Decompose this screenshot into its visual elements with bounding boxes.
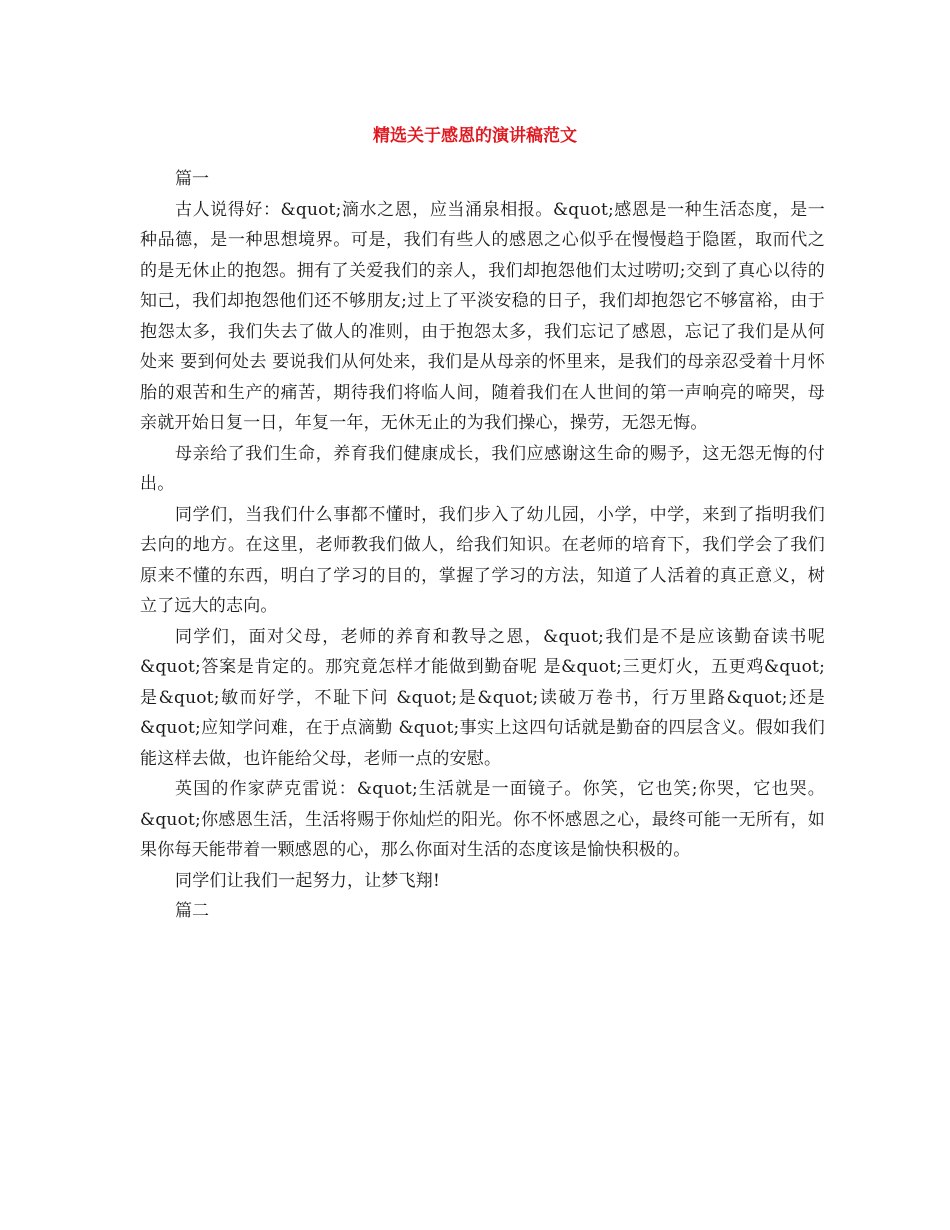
paragraph-1: 古人说得好：&quot;滴水之恩，应当涌泉相报。&quot;感恩是一种生活态度，是一种品德，是一种思想境界。可是，我们有些人的感恩之心似乎在慢慢趋于隐匿，取而代之的是无休止的抱怨。拥有了关爱我们的亲人，我们却抱怨他们太过唠叨;交到了真心以待的知己，我们却抱怨他们还不够朋友;过上了平淡安稳的日子，我们却抱怨它不够富裕，由于抱怨太多，我们失去了做人的准则，由于抱怨太多，我们忘记了感恩，忘记了我们是从何处来 要到何处去 要说我们从何处来，我们是从母亲的怀里来，是我们的母亲忍受着十月怀胎的艰苦和生产的痛苦，期待我们将临人间，随着我们在人世间的第一声响亮的啼哭，母亲就开始日复一日，年复一年，无休无止的为我们操心，操劳，无怨无悔。	[140, 199, 825, 433]
paragraph-2: 母亲给了我们生命，养育我们健康成长，我们应感谢这生命的赐予，这无怨无悔的付出。	[140, 443, 825, 494]
paragraph-6: 同学们让我们一起努力，让梦飞翔!	[175, 870, 441, 891]
paragraph-4: 同学们，面对父母，老师的养育和教导之恩，&quot;我们是不是应该勤奋读书呢 &quot;答案是肯定的。那究竟怎样才能做到勤奋呢 是&quot;三更灯火，五更鸡&quot;是&quot;敏而好学，不耻下问 &quot;是&quot;读破万卷书，行万里路&quot;还是&quot;应知学问难，在于点滴勤 &quot;事实上这四句话就是勤奋的四层含义。假如我们能这样去做，也许能给父母，老师一点的安慰。	[140, 626, 825, 769]
paragraph-5: 英国的作家萨克雷说：&quot;生活就是一面镜子。你笑，它也笑;你哭，它也哭。&quot;你感恩生活，生活将赐于你灿烂的阳光。你不怀感恩之心，最终可能一无所有，如果你每天能带着一颗感恩的心，那么你面对生活的态度该是愉快积极的。	[140, 779, 825, 860]
document-title: 精选关于感恩的演讲稿范文	[373, 126, 577, 146]
paragraph-3: 同学们，当我们什么事都不懂时，我们步入了幼儿园，小学，中学，来到了指明我们去向的地方。在这里，老师教我们做人，给我们知识。在老师的培育下，我们学会了我们原来不懂的东西，明白了学习的目的，掌握了学习的方法，知道了人活着的真正意义，树立了远大的志向。	[140, 504, 825, 616]
section-heading-2: 篇二	[175, 901, 209, 921]
section-heading-1: 篇一	[175, 169, 209, 189]
document-body	[140, 164, 825, 927]
